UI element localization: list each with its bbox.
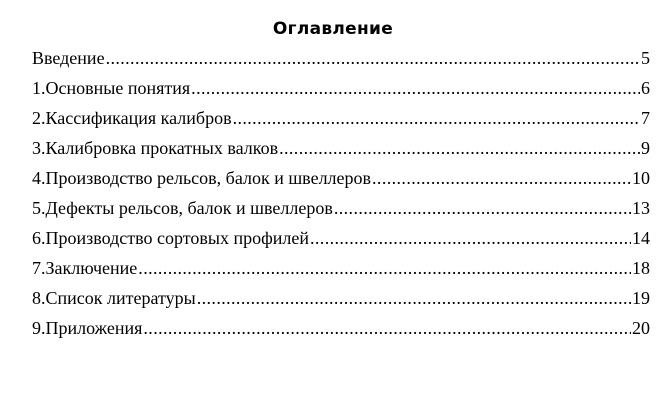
toc-entry-page: 7	[641, 108, 650, 128]
toc-entry	[32, 313, 650, 343]
toc-entry	[32, 253, 650, 283]
toc-dot-leader	[106, 43, 640, 73]
toc-entry-page: 5	[641, 48, 650, 68]
toc-entry	[32, 193, 650, 223]
toc-entry-label: 1.Основные понятия	[32, 78, 191, 98]
toc-entry-page: 19	[632, 288, 650, 308]
toc-entry-page: 20	[632, 318, 650, 338]
toc-title: Оглавление	[272, 19, 394, 39]
toc-dot-leader	[197, 283, 631, 313]
toc-entry-label: 8.Список литературы	[32, 288, 196, 308]
toc-entry-label: 9.Приложения	[32, 318, 143, 338]
toc-entry-page: 9	[641, 138, 650, 158]
toc-entry-label: 5.Дефекты рельсов, балок и швеллеров	[32, 198, 333, 218]
toc-entry-page: 13	[632, 198, 650, 218]
toc-entry	[32, 223, 650, 253]
toc-entry-page: 14	[632, 228, 650, 248]
toc-entry-page: 18	[632, 258, 650, 278]
toc-dot-leader	[143, 313, 631, 343]
toc-dot-leader	[191, 73, 640, 103]
toc-entry-label: Введение	[32, 48, 105, 68]
toc-entry	[32, 283, 650, 313]
toc-dot-leader	[233, 103, 640, 133]
toc-entry	[32, 163, 650, 193]
toc-entry-page: 10	[632, 168, 650, 188]
toc-dot-leader	[279, 133, 640, 163]
toc-entry-label: 6.Производство сортовых профилей	[32, 228, 309, 248]
toc-dot-leader	[138, 253, 631, 283]
toc-entry-label: 3.Калибровка прокатных валков	[32, 138, 279, 158]
toc-entry	[32, 133, 650, 163]
toc-dot-leader	[310, 223, 631, 253]
toc-dot-leader	[372, 163, 631, 193]
toc-entry	[32, 73, 650, 103]
toc-entry	[32, 103, 650, 133]
toc-dot-leader	[334, 193, 631, 223]
toc-entry-page: 6	[641, 78, 650, 98]
toc-entry	[32, 43, 650, 73]
toc-entry-label: 7.Заключение	[32, 258, 138, 278]
toc-entry-label: 2.Кассификация калибров	[32, 108, 232, 128]
toc-list	[32, 43, 650, 343]
toc-entry-label: 4.Производство рельсов, балок и швеллеров	[32, 168, 372, 188]
